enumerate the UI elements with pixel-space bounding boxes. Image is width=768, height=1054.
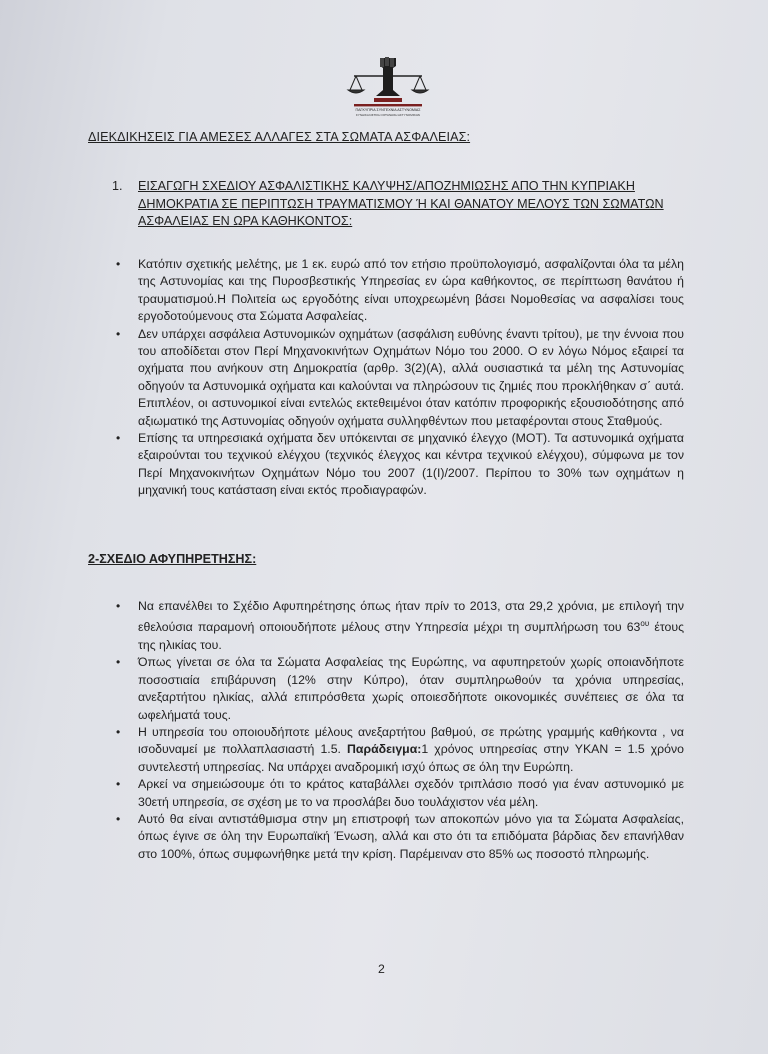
- list-item: [0, 256, 684, 326]
- union-logo-fist-scales-icon: [346, 56, 430, 120]
- bullet-text: Δεν υπάρχει ασφάλεια Αστυνομικών οχημάτων (ασφάλιση ευθύνης έναντι τρίτου), με την έννοια που του αποδίδεται στον Περί Μηχανοκινήτων Οχημάτων Νόμο του 2000. Ο εν λόγω Νόμος εξαιρεί τα οχήματα που ανήκουν στη Δημοκρατία (αρθρ. 3(2)(Α), αλλά ουσιαστικά τα μέλη της Αστυνομίας οδηγούν τα Αστυνομικά οχήματα και καλούνται να πληρώσουν τις ζημιές που προκλήθηκαν σ΄ αυτά. Επιπλέον, οι αστυνομικοί είναι εντελώς εκτεθειμένοι όταν κατόπιν προφορικής εξουσιοδότησης από αξιωματικό της Αστυνομίας οδηγούν οχήματα συλληφθέντων που μεταφέρονται στους Σταθμούς.: [138, 326, 684, 428]
- list-item: [0, 776, 684, 811]
- list-item: [0, 811, 684, 863]
- bullet-icon: •: [116, 777, 121, 792]
- section-1-title: ΕΙΣΑΓΩΓΗ ΣΧΕΔΙΟΥ ΑΣΦΑΛΙΣΤΙΚΗΣ ΚΑΛΥΨΗΣ/ΑΠΟΖΗΜΙΩΣΗΣ ΑΠΟ ΤΗΝ ΚΥΠΡΙΑΚΗ ΔΗΜΟΚΡΑΤΙΑ ΣΕ ΠΕΡΙΠΤΩΣΗ ΤΡΑΥΜΑΤΙΣΜΟΥ Ή ΚΑΙ ΘΑΝΑΤΟΥ ΜΕΛΟΥΣ ΤΩΝ ΣΩΜΑΤΩΝ ΑΣΦΑΛΕΙΑΣ ΕΝ ΩΡΑ ΚΑΘΗΚΟΝΤΟΣ:: [138, 179, 664, 228]
- bullet-text-tail: έτους της ηλικίας του.: [138, 620, 684, 652]
- example-label: Παράδειγμα:: [347, 742, 422, 757]
- bullet-text: Αυτό θα είναι αντιστάθμισμα στην μη επιστροφή των αποκοπών μόνο για τα Σώματα Ασφαλείας, όπως έγινε σε όλη την Ευρωπαϊκή Ένωση, αλλά και στο ότι τα επιδόματα βάρδιας δεν επανήλθαν στο 100%, όπως συμφωνήθηκε μετά την κρίση. Παρέμειναν στο 85% ως ποσοστό πληρωμής.: [138, 811, 684, 861]
- section-2-bullet-list: [0, 598, 684, 863]
- ordinal-suffix: ου: [640, 619, 650, 629]
- list-item: [0, 724, 684, 776]
- bullet-text: Επίσης τα υπηρεσιακά οχήματα δεν υπόκεινται σε μηχανικό έλεγχο (ΜΟΤ). Τα αστυνομικά οχήματα εξαιρούνται του τεχνικού ελέγχου (τεχνικός έλεγχος και κέντρα τεχνικού ελέγχου), σύμφωνα με τον Περί Μηχανοκινήτων Οχημάτων Νόμο του 2007 (1(I)/2007. Περίπου το 30% των οχημάτων η μηχανική τους κατάσταση είναι εκτός προδιαγραφών.: [138, 431, 684, 498]
- bullet-icon: •: [116, 811, 121, 826]
- page-number: 2: [378, 962, 385, 976]
- section-2-title: 2-ΣΧΕΔΙΟ ΑΦΥΠΗΡΕΤΗΣΗΣ:: [88, 552, 257, 566]
- bullet-icon: •: [116, 431, 121, 446]
- bullet-icon: •: [116, 724, 121, 739]
- document-heading: ΔΙΕΚΔΙΚΗΣΕΙΣ ΓΙΑ ΑΜΕΣΕΣ ΑΛΛΑΓΕΣ ΣΤΑ ΣΩΜΑΤΑ ΑΣΦΑΛΕΙΑΣ:: [88, 130, 471, 144]
- list-item: [0, 430, 684, 500]
- svg-text:ΠΑΓΚΥΠΡΙΑ ΣΥΝΤΕΧΝΙΑ ΑΣΤΥΝΟΜΙΑΣ: ΠΑΓΚΥΠΡΙΑ ΣΥΝΤΕΧΝΙΑ ΑΣΤΥΝΟΜΙΑΣ: [355, 108, 421, 112]
- svg-text:ΣΥΝΔΙΚΑΛΙΣΤΙΚΗ ΟΡΓΑΝΩΣΗ ΑΣΤΥΝΟ: ΣΥΝΔΙΚΑΛΙΣΤΙΚΗ ΟΡΓΑΝΩΣΗ ΑΣΤΥΝΟΜΙΚΩΝ: [356, 113, 420, 117]
- bullet-icon: •: [116, 326, 121, 341]
- section-1-bullet-list: [0, 256, 684, 500]
- bullet-text: Να επανέλθει το Σχέδιο Αφυπηρέτησης όπως ήταν πρίν το 2013, στα 29,2 χρόνια, με επιλογή την εθελούσια παραμονή οποιουδήποτε μέλους στην Υπηρεσία μέχρι τη συμπλήρωση του 63: [138, 599, 684, 635]
- list-item: [0, 326, 684, 430]
- bullet-text-tail: 1 χρόνος υπηρεσίας στην ΥΚΑΝ = 1.5 χρόνο συντελεστή υπηρεσίας. Να υπάρχει αναδρομική ισχύ όπως σε όλη την Ευρώπη.: [138, 742, 684, 774]
- bullet-text: Αρκεί να σημειώσουμε ότι το κράτος καταβάλλει σχεδόν τριπλάσιο ποσό για έναν αστυνομικό με 30ετή υπηρεσία, σε σχέση με το να προσλάβει δυο τουλάχιστον νέα μέλη.: [138, 777, 684, 809]
- bullet-icon: •: [116, 257, 121, 271]
- list-item: [0, 598, 684, 654]
- list-item: [0, 654, 684, 724]
- bullet-text: Όπως γίνεται σε όλα τα Σώματα Ασφαλείας της Ευρώπης, να αφυπηρετούν χωρίς οποιανδήποτε ποσοστιαία επιβάρυνση (12% στην Κύπρο), όταν συμπληρωθούν τα χρόνια υπηρεσίας, ανεξαρτήτου ηλικίας, αλλά επιπρόσθετα χωρίς οποιεσδήποτε οικονομικές συνέπειες σε όλα τα ωφελήματά τους.: [138, 655, 684, 722]
- bullet-text: Η υπηρεσία του οποιουδήποτε μέλους ανεξαρτήτου βαθμού, σε πρώτης γραμμής καθήκοντα , να ισοδυναμεί με πολλαπλασιαστή 1.5.: [138, 724, 684, 757]
- bullet-text: Κατόπιν σχετικής μελέτης, με 1 εκ. ευρώ από τον ετήσιο προϋπολογισμό, ασφαλίζονται όλα τα μέλη της Αστυνομίας και της Πυροσβεστικής Υπηρεσίας εν ώρα καθήκοντος, σε περίπτωση θανάτου ή τραυματισμού.Η Πολιτεία ως εργοδότης είναι υποχρεωμένη βάσει Νομοθεσίας να ασφαλίσει τους εργοδοτούμενους στα Σώματα Ασφαλείας.: [138, 257, 684, 324]
- section-1-number: 1.: [112, 179, 123, 193]
- bullet-icon: •: [116, 599, 121, 613]
- bullet-icon: •: [116, 655, 121, 670]
